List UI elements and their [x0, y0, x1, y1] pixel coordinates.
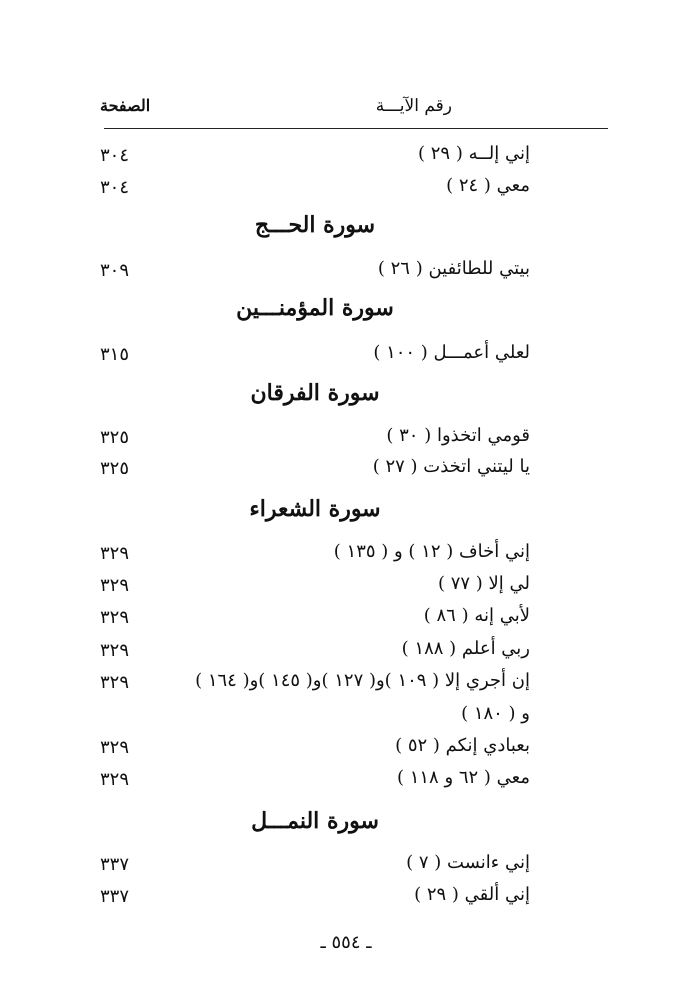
entry-page: ٣٢٩ — [100, 575, 130, 596]
entry-text: ربي أعلم ( ١٨٨ ) — [401, 638, 530, 659]
entry-text: إني إلــه ( ٢٩ ) — [418, 143, 530, 164]
index-entry — [100, 735, 530, 765]
surah-heading: سورة الحـــج — [254, 212, 376, 238]
entry-page: ٣٢٩ — [100, 769, 130, 790]
entry-page: ٣٢٩ — [100, 672, 130, 693]
entry-text: إن أجري إلا ( ١٠٩ )و( ١٢٧ )و( ١٤٥ )و( ١٦٤ ) — [195, 670, 530, 691]
page-column-heading: الصفحة — [100, 96, 151, 115]
surah-heading: سورة المؤمنـــين — [236, 295, 394, 321]
entry-text: إني ءانست ( ٧ ) — [406, 852, 530, 873]
index-entry — [100, 175, 530, 205]
entry-text: لأبي إنه ( ٨٦ ) — [423, 605, 530, 626]
surah-heading: سورة الشعراء — [249, 496, 381, 522]
index-entry — [100, 573, 530, 603]
entry-page: ٣١٥ — [100, 344, 130, 365]
index-entry — [100, 884, 530, 914]
verse-number-column-heading: رقم الآيـــة — [375, 96, 452, 116]
entry-page: ٣٢٩ — [100, 737, 130, 758]
index-entry — [100, 670, 530, 700]
column-header — [100, 96, 530, 120]
entry-page: ٣٣٧ — [100, 886, 130, 907]
index-entry — [100, 456, 530, 486]
entry-text: يا ليتني اتخذت ( ٢٧ ) — [372, 456, 530, 477]
entry-text: إني أخاف ( ١٢ ) و ( ١٣٥ ) — [333, 541, 530, 562]
entry-text: لي إلا ( ٧٧ ) — [437, 573, 530, 594]
entry-page: ٣٢٩ — [100, 607, 130, 628]
entry-text: معي ( ٢٤ ) — [446, 175, 530, 196]
index-entry — [100, 342, 530, 372]
surah-heading: سورة الفرقان — [250, 380, 380, 406]
header-divider — [104, 128, 608, 129]
entry-text: لعلي أعمـــل ( ١٠٠ ) — [373, 342, 530, 363]
entry-text: معي ( ٦٢ و ١١٨ ) — [396, 767, 530, 788]
index-entry — [100, 605, 530, 635]
index-entry — [100, 541, 530, 571]
index-entry — [100, 143, 530, 173]
index-entry-continuation — [100, 703, 530, 733]
surah-heading: سورة النمـــل — [251, 808, 379, 834]
index-entry — [100, 425, 530, 455]
entry-page: ٣٢٩ — [100, 543, 130, 564]
entry-text: إني ألقي ( ٢٩ ) — [414, 884, 530, 905]
index-entry — [100, 767, 530, 797]
entry-text: بيتي للطائفين ( ٢٦ ) — [377, 258, 530, 279]
entry-page: ٣٠٤ — [100, 145, 130, 166]
entry-page: ٣٠٩ — [100, 260, 130, 281]
entry-text: قومي اتخذوا ( ٣٠ ) — [386, 425, 530, 446]
entry-page: ٣٢٥ — [100, 458, 130, 479]
entry-page: ٣٠٤ — [100, 177, 130, 198]
entry-page: ٣٣٧ — [100, 854, 130, 875]
index-entry — [100, 638, 530, 668]
index-entry — [100, 852, 530, 882]
entry-page: ٣٢٥ — [100, 427, 130, 448]
entry-text: بعبادي إنكم ( ٥٢ ) — [395, 735, 530, 756]
page-number: ـ ٥٥٤ ـ — [320, 932, 372, 953]
entry-text: و ( ١٨٠ ) — [461, 703, 530, 724]
entry-page: ٣٢٩ — [100, 640, 130, 661]
index-entry — [100, 258, 530, 288]
